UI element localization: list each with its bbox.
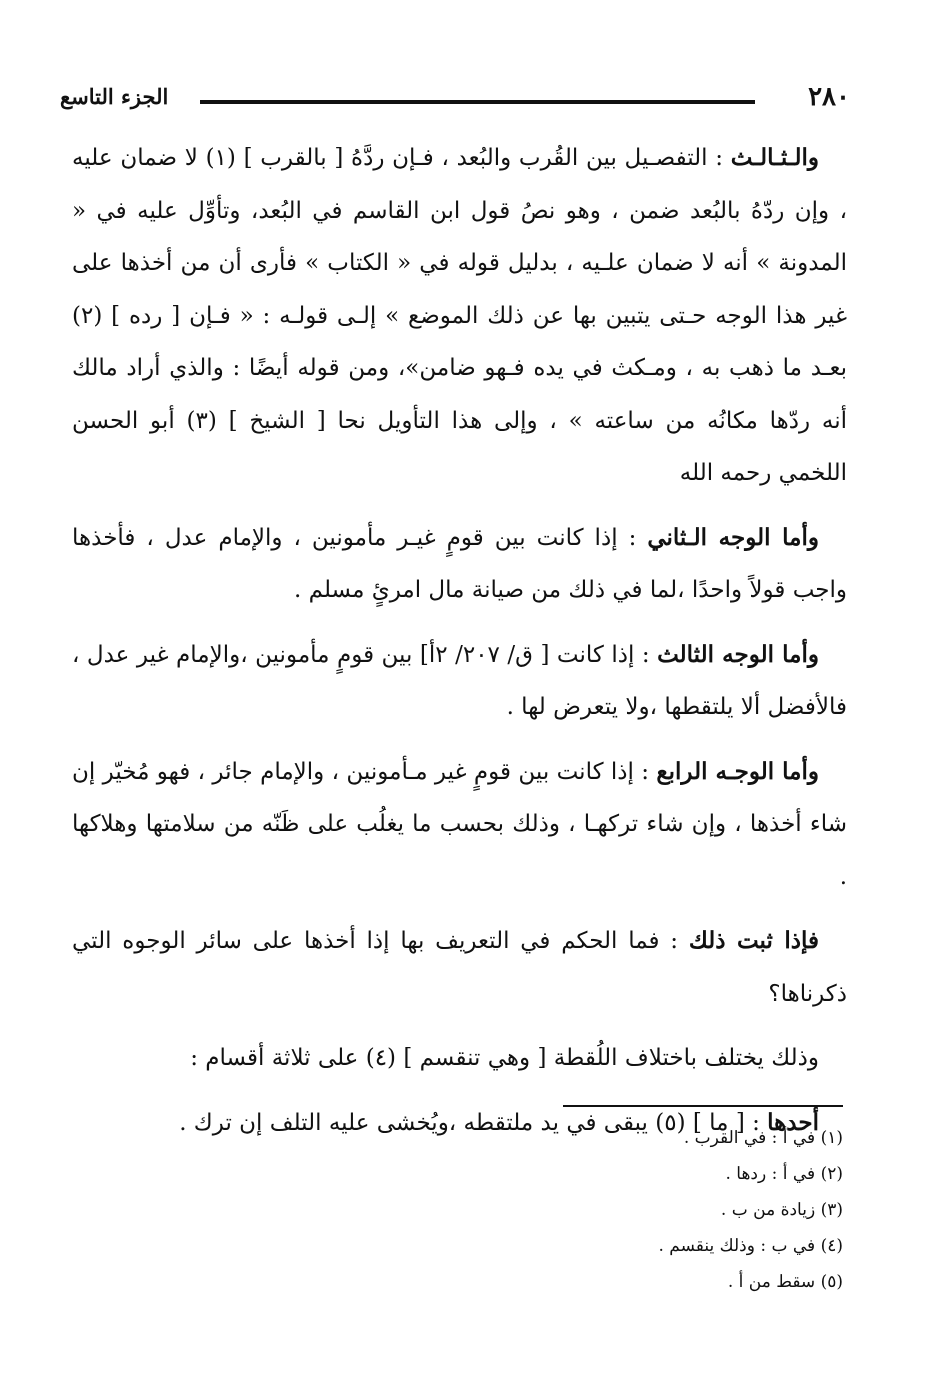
- running-title: الجزء التاسع: [60, 84, 169, 109]
- paragraph-lead: وأما الوجـه الرابع: [656, 757, 819, 785]
- paragraph-text: : [ ما ] (٥) يبقى في يد ملتقطه ،ويُخشى عليه التلف إن ترك .: [179, 1109, 768, 1136]
- paragraph-text: : فما الحكم في التعريف بها إذا أخذها على سائر الوجوه التي ذكرناها؟: [72, 928, 847, 1007]
- paragraph-text: : التفصـيل بين القُرب والبُعد ، فـإن ردَّهُ [ بالقرب ] (١) لا ضمان عليه ، وإن ردّهُ بالبُعد ضمن ، وهو نصُ قول ابن القاسم في البُعد، وتأوِّل عليه في « المدونة » أنه لا ضمان علـيه ، بدليل قوله في « الكتاب » فأرى أن من أخذها على غير هذا الوجه حـتى يتبين بها عن ذلك الموضع » إلـى قولـه : « فـإن [ رده ] (٢) بعـد ما ذهب به ، ومـكث في يده فـهو ضامن»، ومن قوله أيضًا : والذي أراد مالك أنه ردّها مكانُه من ساعته » ، وإلى هذا التأويل نحا [ الشيخ ] (٣) أبو الحسن اللخمي رحمه الله: [72, 145, 847, 486]
- page-header: [60, 78, 850, 118]
- paragraph: [72, 746, 847, 904]
- paragraph-text: : إذا كانت بين قومٍ غير مـأمونين ، والإمام جائر ، فهو مُخيّر إن شاء أخذها ، وإن شاء تركهـا ، وذلك بحسب ما يغلُب على ظَنّه من سلامتها وهلاكها .: [72, 758, 847, 890]
- footnotes: [443, 1120, 843, 1300]
- paragraph: [72, 629, 847, 734]
- footnote: (٥) سقط من أ .: [727, 1272, 843, 1292]
- main-text: [72, 132, 847, 1161]
- footnote-separator: [563, 1105, 843, 1107]
- paragraph-lead: والـثـالـث: [730, 144, 820, 171]
- paragraph-text: : إذا كانت بين قومٍ غيـر مأمونين ، والإمام عدل ، فأخذها واجب قولاً واحدًا ،لما في ذلك من صيانة مال امرئٍ مسلم .: [72, 524, 847, 603]
- paragraph-lead: فإذا ثبت ذلك: [688, 927, 819, 954]
- paragraph-lead: وأما الوجه الـثاني: [647, 523, 819, 551]
- paragraph-lead: أحدها: [767, 1108, 819, 1136]
- paragraph-text: : إذا كانت [ ق/ ٢٠٧/ ٢أ] بين قومٍ مأمونين ،والإمام غير عدل ، فالأفضل ألا يلتقطها ،ولا يتعرض لها .: [72, 641, 847, 720]
- footnote: (٢) في أ : ردها .: [725, 1164, 843, 1184]
- paragraph: [72, 1032, 847, 1085]
- page-number: ٢٨٠: [808, 82, 850, 112]
- paragraph: [72, 132, 847, 500]
- header-rule: [200, 100, 755, 104]
- footnote: (٣) زيادة من ب .: [720, 1200, 843, 1220]
- paragraph: [72, 915, 847, 1020]
- paragraph: [72, 512, 847, 617]
- paragraph-lead: وأما الوجه الثالث: [657, 640, 820, 668]
- footnote: (٤) في ب : وذلك ينقسم .: [658, 1236, 843, 1256]
- footnote: (١) في أ : في القرب .: [683, 1128, 843, 1148]
- paragraph-text: وذلك يختلف باختلاف اللُقطة [ وهي تنقسم ] (٤) على ثلاثة أقسام :: [190, 1045, 819, 1071]
